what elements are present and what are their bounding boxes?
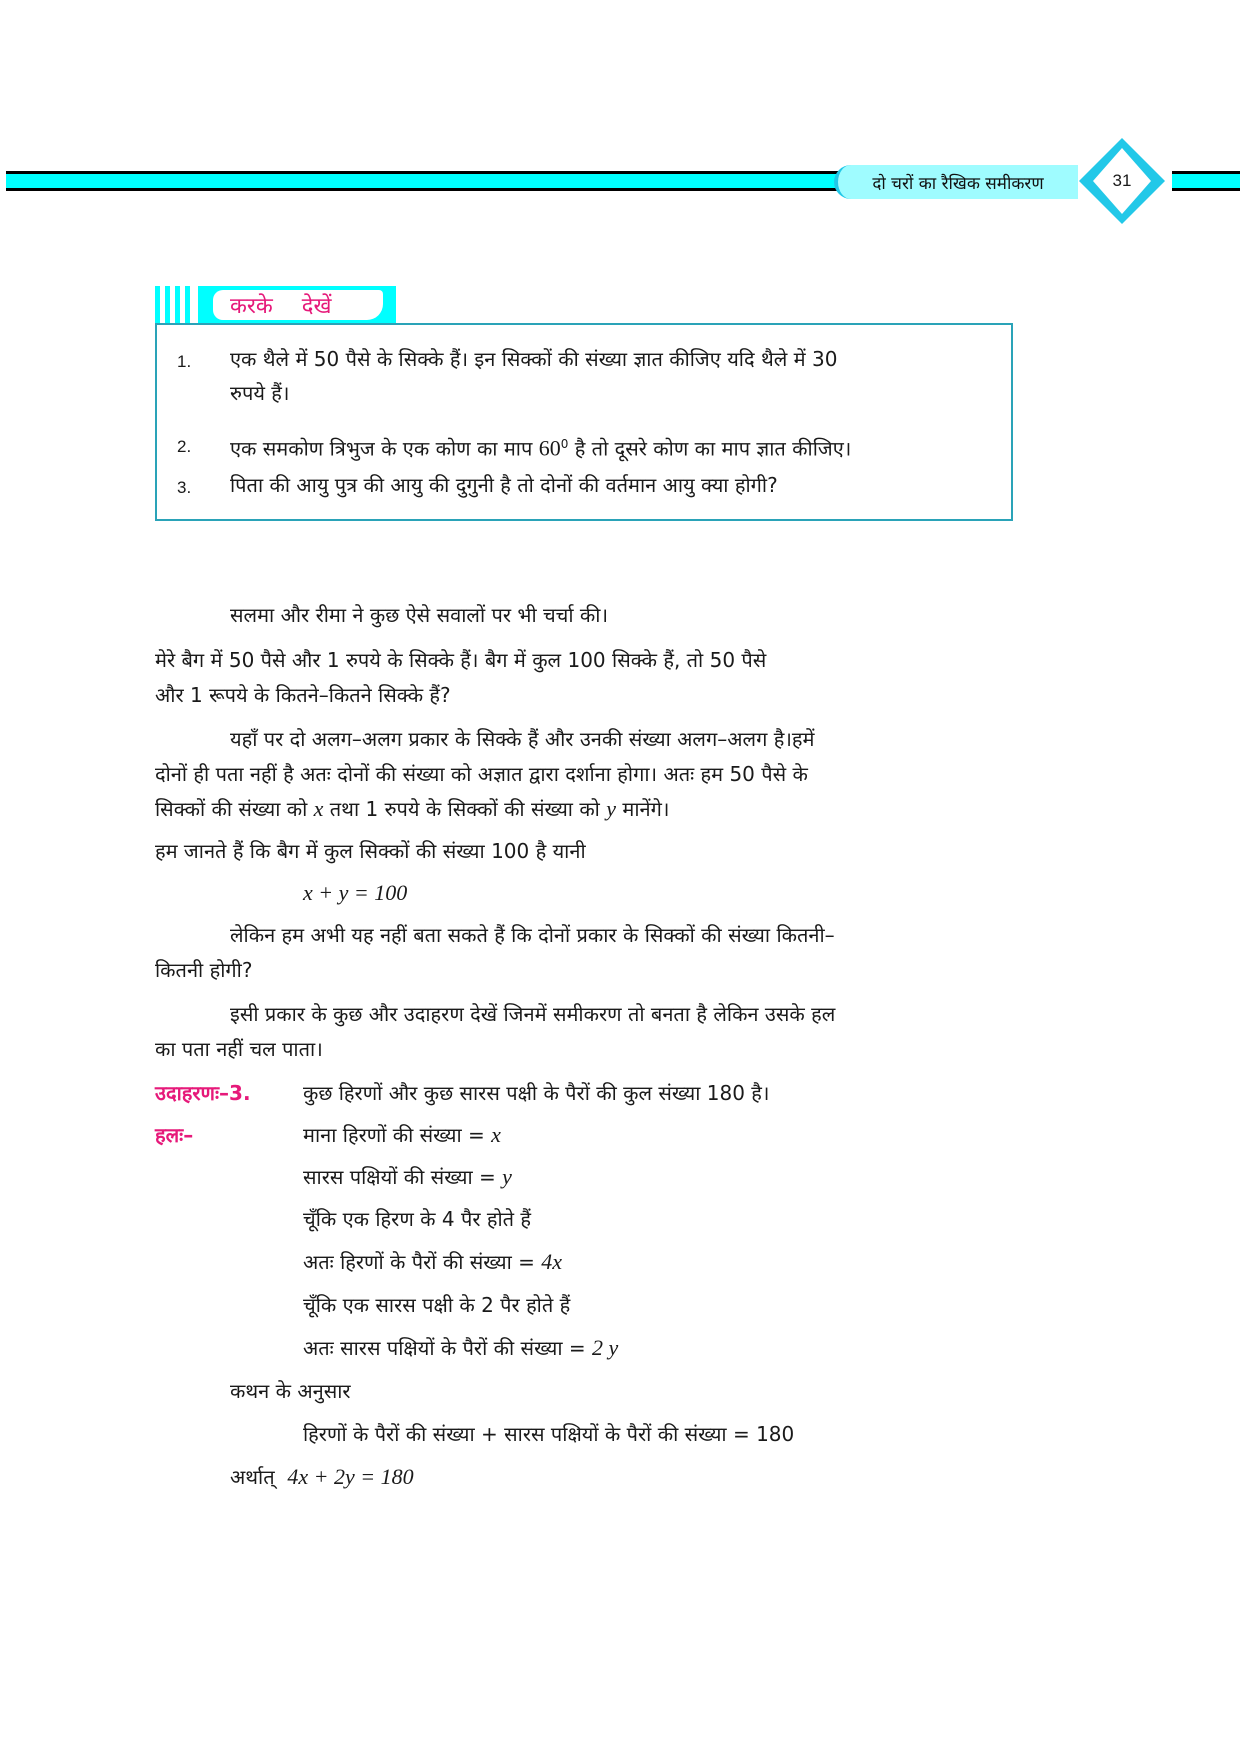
solution-step: [303, 1202, 531, 1236]
question-number: 1.: [177, 352, 192, 371]
final-equation: 4x + 2y = 180: [287, 1464, 414, 1489]
step-text: चूँकि एक हिरण के 4 पैर होते हैं: [303, 1207, 532, 1231]
according-text: कथन के अनुसार: [230, 1379, 351, 1403]
question-1-line1: एक थैले में 50 पैसे के सिक्के हैं। इन सिक्कों की संख्या ज्ञात कीजिए यदि थैले में 30: [230, 347, 838, 371]
variable-x: x: [313, 796, 324, 821]
step-math: 4x: [541, 1249, 562, 1274]
tab-stripe: [185, 286, 190, 325]
angle-value: 60: [538, 435, 561, 461]
equation: x + y = 100: [303, 880, 408, 905]
solution-step: [303, 1331, 618, 1365]
paragraph: मेरे बैग में 50 पैसे और 1 रुपये के सिक्के हैं। बैग में कुल 100 सिक्के हैं, तो 50 पैसे: [155, 648, 767, 672]
step-text: माना हिरणों की संख्या =: [303, 1123, 492, 1147]
question-2: [230, 427, 851, 466]
variable-y: y: [606, 796, 616, 821]
tab-stripe: [165, 286, 170, 325]
text: मानेंगे।: [616, 797, 670, 821]
degree-symbol: 0: [560, 437, 569, 451]
paragraph: सलमा और रीमा ने कुछ ऐसे सवालों पर भी चर्चा की।: [230, 603, 609, 627]
try-box-title: करके देखें: [230, 294, 332, 319]
tab-stripe: [175, 286, 180, 325]
therefore-text: अर्थात्: [230, 1465, 275, 1489]
header-bar-right: [1172, 171, 1240, 191]
solution-step: [303, 1160, 512, 1194]
page-number: 31: [1112, 171, 1132, 190]
solution-step: [303, 1245, 562, 1279]
paragraph: दोनों ही पता नहीं है अतः दोनों की संख्या को अज्ञात द्वारा दर्शाना होगा। अतः हम 50 पैसे के: [155, 762, 808, 786]
paragraph: कितनी होगी?: [155, 958, 253, 982]
example-label: उदाहरणः–3.: [155, 1081, 251, 1105]
step-text: सारस पक्षियों की संख्या =: [303, 1165, 503, 1189]
question-1-line2: रुपये हैं।: [230, 381, 290, 405]
text: तथा 1 रुपये के सिक्कों की संख्या को: [323, 797, 607, 821]
question-1: [230, 342, 1010, 410]
paragraph: और 1 रूपये के कितने–कितने सिक्के हैं?: [155, 683, 451, 707]
relation-text: हिरणों के पैरों की संख्या + सारस पक्षियों के पैरों की संख्या = 180: [303, 1422, 795, 1446]
chapter-title-text: दो चरों का रैखिक समीकरण: [872, 173, 1044, 194]
paragraph: हम जानते हैं कि बैग में कुल सिक्कों की संख्या 100 है यानी: [155, 839, 586, 863]
text: सिक्कों की संख्या को: [155, 797, 314, 821]
header-bar-left: [6, 171, 846, 191]
step-text: चूँकि एक सारस पक्षी के 2 पैर होते हैं: [303, 1293, 571, 1317]
paragraph: इसी प्रकार के कुछ और उदाहरण देखें जिनमें समीकरण तो बनता है लेकिन उसके हल: [230, 1002, 836, 1026]
step-math: y: [502, 1164, 512, 1189]
step-math: x: [491, 1122, 501, 1147]
step-text: अतः हिरणों के पैरों की संख्या =: [303, 1250, 542, 1274]
final-equation-line: [230, 1460, 414, 1494]
solution-step: [303, 1118, 501, 1152]
paragraph: का पता नहीं चल पाता।: [155, 1037, 323, 1061]
solution-label: हलः–: [155, 1123, 194, 1147]
chapter-title: [834, 165, 1078, 199]
example-statement: कुछ हिरणों और कुछ सारस पक्षी के पैरों की कुल संख्या 180 है।: [303, 1081, 770, 1105]
paragraph: [155, 792, 669, 826]
question-number: 3.: [177, 478, 192, 497]
step-math: 2 y: [592, 1335, 619, 1360]
paragraph: लेकिन हम अभी यह नहीं बता सकते हैं कि दोनों प्रकार के सिक्कों की संख्या कितनी–: [230, 923, 835, 947]
question-number: 2.: [177, 437, 192, 456]
question-2-text: एक समकोण त्रिभुज के एक कोण का माप: [230, 436, 539, 461]
question-3: पिता की आयु पुत्र की आयु की दुगुनी है तो दोनों की वर्तमान आयु क्या होगी?: [230, 473, 778, 497]
tab-stripe: [155, 286, 160, 325]
paragraph: यहाँ पर दो अलग–अलग प्रकार के सिक्के हैं और उनकी संख्या अलग–अलग है।हमें: [230, 727, 815, 751]
step-text: अतः सारस पक्षियों के पैरों की संख्या =: [303, 1336, 593, 1360]
solution-step: [303, 1288, 570, 1322]
question-2-text-end: है तो दूसरे कोण का माप ज्ञात कीजिए।: [568, 436, 852, 461]
